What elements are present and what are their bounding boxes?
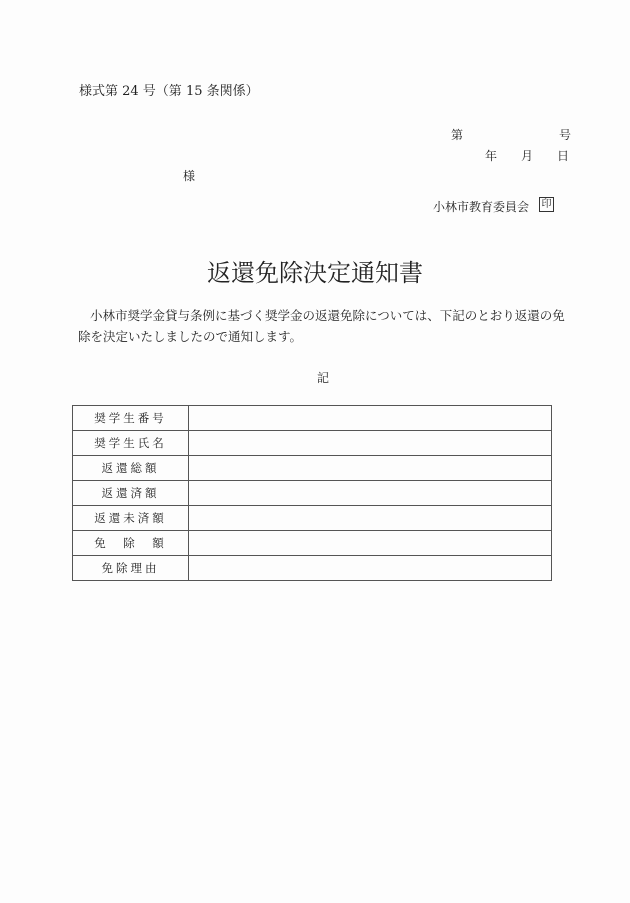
body-paragraph: 小林市奨学金貸与条例に基づく奨学金の返還免除については、下記のとおり返還の免除を決定いたしましたので通知します。 (78, 308, 565, 344)
row-label: 奨学生氏名 (73, 431, 189, 456)
ki-heading: 記 (317, 371, 330, 385)
row-value (189, 531, 552, 556)
row-value (189, 406, 552, 431)
details-table (72, 405, 552, 581)
table-row (73, 456, 552, 481)
date-year-label: 年 (485, 149, 498, 163)
addressee-suffix: 様 (183, 169, 196, 183)
row-label: 返還未済額 (73, 506, 189, 531)
table-row (73, 406, 552, 431)
form-number: 様式第 24 号（第 15 条関係） (79, 84, 259, 99)
issuer-name: 小林市教育委員会 (433, 200, 530, 214)
row-label: 免 除 額 (73, 531, 189, 556)
row-value (189, 556, 552, 581)
reference-suffix: 号 (559, 128, 572, 142)
table-row (73, 506, 552, 531)
table-row (73, 556, 552, 581)
row-label: 免除理由 (73, 556, 189, 581)
row-value (189, 481, 552, 506)
date-month-label: 月 (521, 149, 534, 163)
row-label: 返還済額 (73, 481, 189, 506)
reference-prefix: 第 (451, 128, 464, 142)
document-title: 返還免除決定通知書 (207, 259, 423, 287)
date-day-label: 日 (557, 149, 570, 163)
seal-icon: 印 (539, 197, 554, 212)
row-value (189, 431, 552, 456)
row-label: 返還総額 (73, 456, 189, 481)
row-label: 奨学生番号 (73, 406, 189, 431)
table-row (73, 431, 552, 456)
table-row (73, 481, 552, 506)
row-value (189, 456, 552, 481)
table-row (73, 531, 552, 556)
row-value (189, 506, 552, 531)
